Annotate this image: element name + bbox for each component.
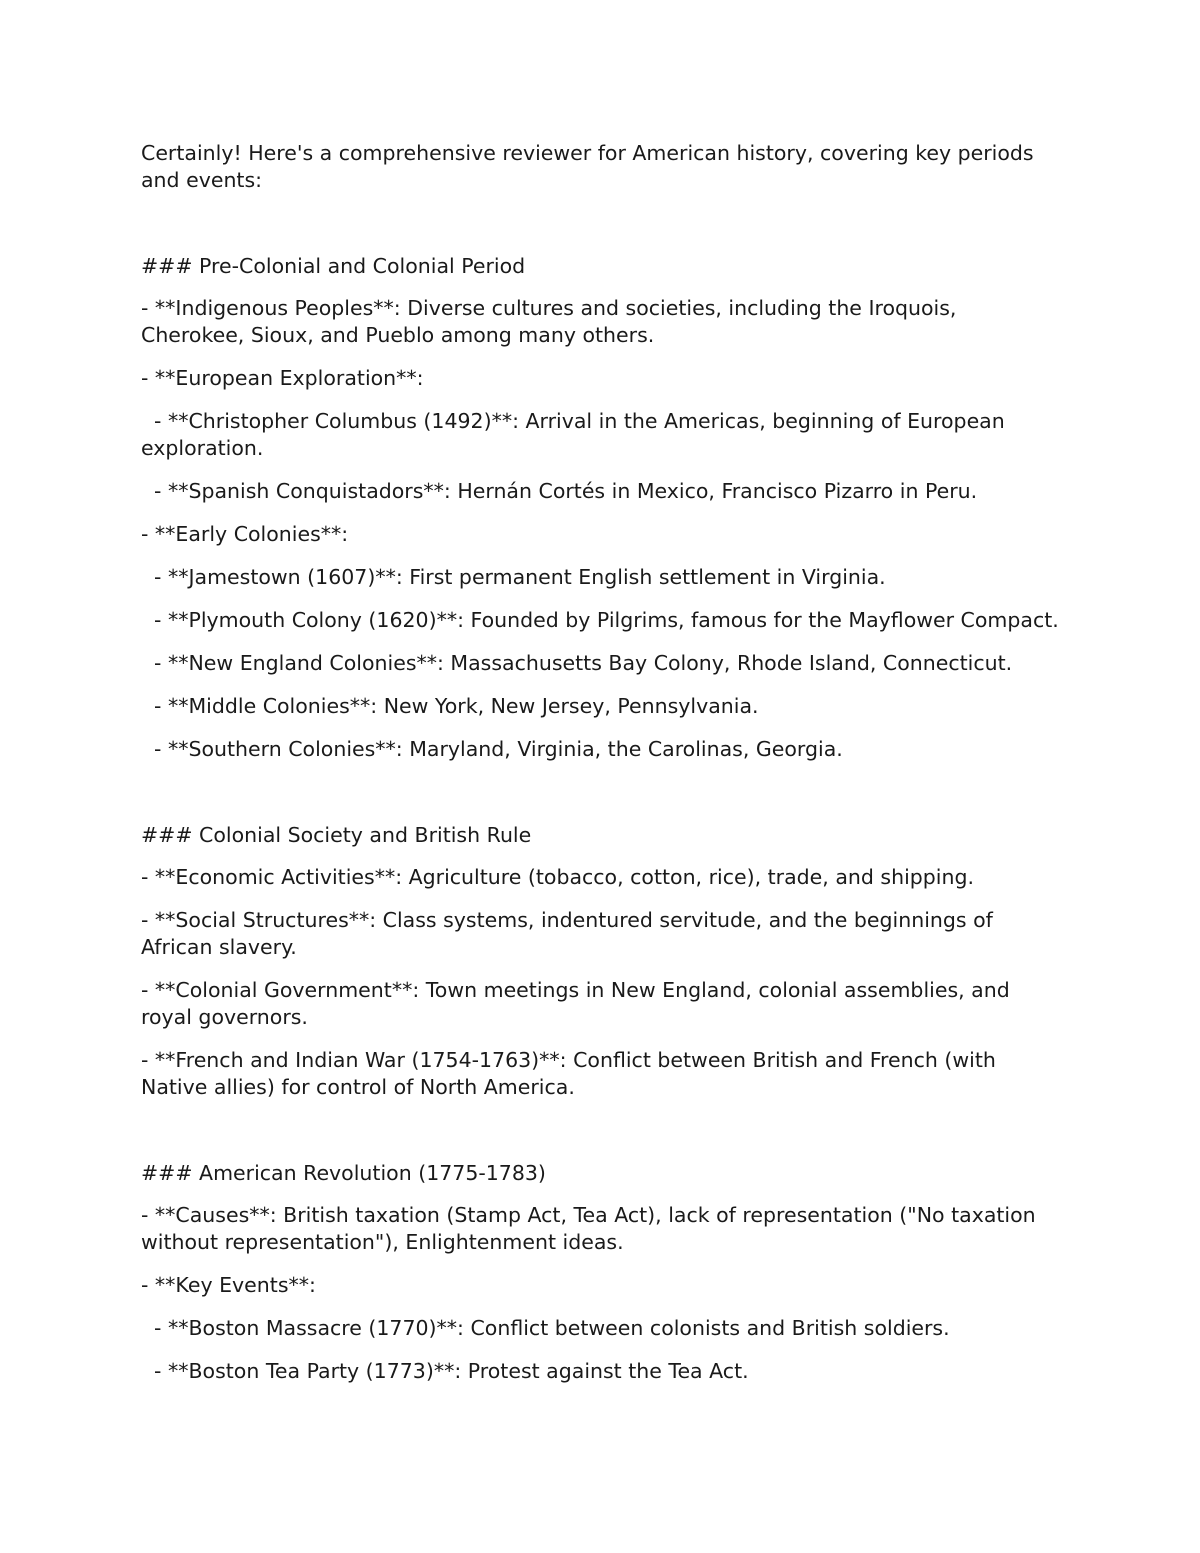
list-item: - **French and Indian War (1754-1763)**: Conflict between British and French (with Native allies) for control of North America. xyxy=(141,1048,1003,1099)
list-item: - **Early Colonies**: xyxy=(141,522,349,546)
list-item: - **Southern Colonies**: Maryland, Virginia, the Carolinas, Georgia. xyxy=(141,737,843,761)
list-item: - **Causes**: British taxation (Stamp Act, Tea Act), lack of representation ("No taxation without representation"), Enlightenment ideas. xyxy=(141,1203,1043,1254)
list-item: - **Boston Massacre (1770)**: Conflict between colonists and British soldiers. xyxy=(141,1316,950,1340)
list-item: - **Jamestown (1607)**: First permanent English settlement in Virginia. xyxy=(141,565,886,589)
list-item: - **European Exploration**: xyxy=(141,366,424,390)
document-page xyxy=(141,140,1066,1401)
section-heading: ### American Revolution (1775-1783) xyxy=(141,1161,546,1185)
intro-paragraph: Certainly! Here's a comprehensive reviewer for American history, covering key periods and events: xyxy=(141,141,1041,192)
list-item: - **Christopher Columbus (1492)**: Arrival in the Americas, beginning of European exploration. xyxy=(141,409,1012,460)
list-item: - **Colonial Government**: Town meetings in New England, colonial assemblies, and royal governors. xyxy=(141,978,1017,1029)
list-item: - **Key Events**: xyxy=(141,1273,316,1297)
list-item: - **Spanish Conquistadors**: Hernán Cortés in Mexico, Francisco Pizarro in Peru. xyxy=(141,479,978,503)
list-item: - **Boston Tea Party (1773)**: Protest against the Tea Act. xyxy=(141,1359,749,1383)
list-item: - **Plymouth Colony (1620)**: Founded by Pilgrims, famous for the Mayflower Compact. xyxy=(141,608,1059,632)
list-item: - **Social Structures**: Class systems, indentured servitude, and the beginnings of African slavery. xyxy=(141,908,1000,959)
list-item: - **Middle Colonies**: New York, New Jersey, Pennsylvania. xyxy=(141,694,759,718)
list-item: - **Economic Activities**: Agriculture (tobacco, cotton, rice), trade, and shipping. xyxy=(141,865,975,889)
section-heading: ### Pre-Colonial and Colonial Period xyxy=(141,254,526,278)
list-item: - **Indigenous Peoples**: Diverse cultures and societies, including the Iroquois, Cherokee, Sioux, and Pueblo among many others. xyxy=(141,296,963,347)
section-heading: ### Colonial Society and British Rule xyxy=(141,823,532,847)
list-item: - **New England Colonies**: Massachusetts Bay Colony, Rhode Island, Connecticut. xyxy=(141,651,1013,675)
